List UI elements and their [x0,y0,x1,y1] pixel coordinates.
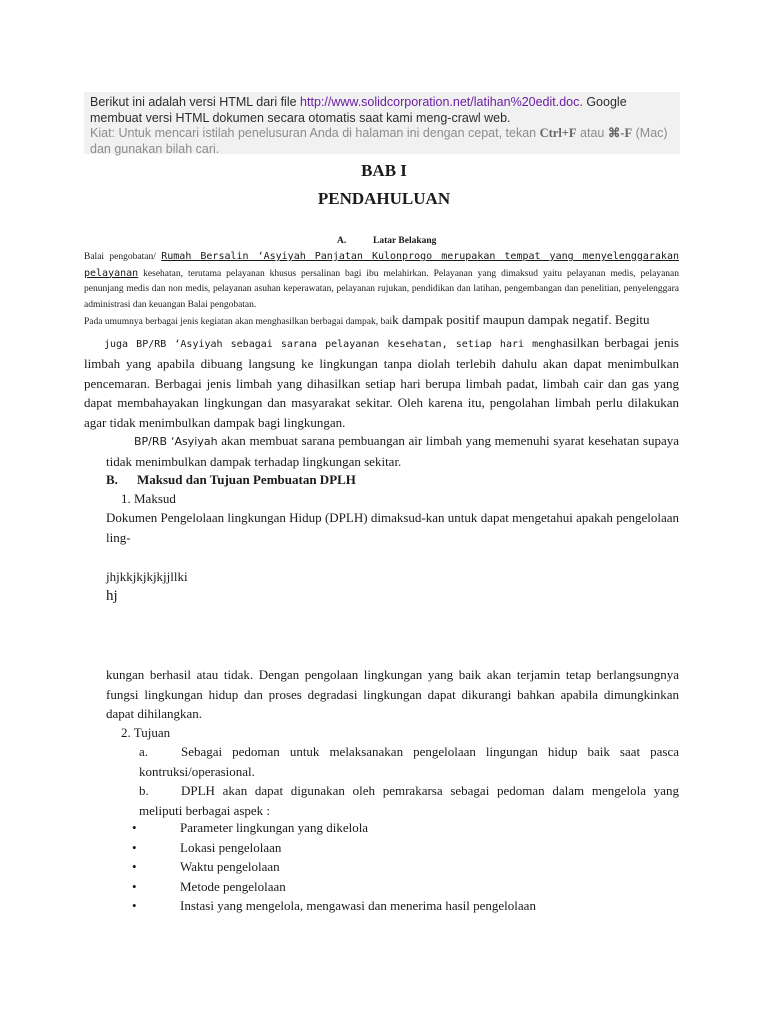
shortcut-cmd-f: ⌘-F [607,126,633,140]
tujuan-b-label: b. [139,783,149,798]
search-tip [90,126,674,157]
paragraph-3 [106,431,679,471]
tujuan-a [139,742,679,781]
list-item: • Waktu pengelolaan [128,857,536,877]
paragraph-2 [84,310,679,432]
para2-end: asilkan berbagai jenis limbah yang apabila dibuang langsung ke lingkungan tanpa diolah terlebih dahulu akan dapat menimbulkan pencemaran. Berbagai jenis limbah yang dihasilkan setiap hari berupa limbah padat, limbah cair dan gas yang dapat membahayakan lingkungan dan masyarakat sekitar. Oleh karena itu, pengolahan limbah perlu dilakukan agar tidak menimbulkan dampak bagi lingkungan. [84,334,679,430]
tujuan-b-text: DPLH akan dapat digunakan oleh pemrakarsa sebagai pedoman dalam mengelola yang meliputi berbagai aspek : [139,783,679,818]
source-link[interactable]: http://www.solidcorporation.net/latihan%20edit.doc [300,95,580,109]
paragraph-1 [84,249,679,313]
tujuan-a-label: a. [139,744,149,759]
para1-start: Balai pengobatan/ [84,252,162,262]
para2-hand: juga BP/RB ‘Asyiyah sebagai sarana pelayanan kesehatan, setiap hari mengh [104,338,563,350]
aspect-list [128,818,536,916]
chapter-number: BAB I [361,161,407,180]
notice-prefix: Berikut ini adalah versi HTML dari file [90,95,301,109]
list-item: • Instasi yang mengelola, mengawasi dan menerima hasil pengelolaan [128,896,536,916]
para1-mono: Rumah Bersalin ‘Asyiyah Panjatan Kulonprogo merupakan tempat yang menyelenggarakan pelayanan [84,251,679,279]
para3-hand: BP/RB ‘Asyiyah [134,435,218,448]
section-b-title: Maksud dan Tujuan Pembuatan DPLH [137,472,356,487]
stray-text-2: hj [106,588,118,604]
cache-notice [84,92,680,154]
tujuan-a-text: Sebagai pedoman untuk melaksanakan pengelolaan lingungan hidup baik saat pasca kontruksi/operasional. [139,744,679,779]
tujuan-b [139,781,679,820]
section-b-number: B. [106,472,118,487]
para2-small: Pada umumnya berbagai jenis kegiatan akan menghasilkan berbagai dampak, bai [84,317,393,327]
list-item: • Parameter lingkungan yang dikelola [128,818,536,838]
tip-mid: atau [576,126,608,140]
section-a-title: Latar Belakang [373,236,437,246]
chapter-title: PENDAHULUAN [317,189,451,208]
tip-prefix: Kiat: Untuk mencari istilah penelusuran Anda di halaman ini dengan cepat, tekan [90,126,540,140]
para1-end: kesehatan, terutama pelayanan khusus persalinan bagi ibu melahirkan. Pelayanan yang dimaksud yaitu pelayanan medis, pelayanan penunjang medis dan non medis, pelayanan asuhan keperawatan, pelayanan rujukan, pendidikan dan latihan, pengembangan dan penelitian, penyelenggara administrasi dan keuangan Balai pengobatan. [84,268,679,310]
para2-large: k dampak positif maupun dampak negatif. Begitu [392,312,650,327]
shortcut-ctrl-f: Ctrl+F [539,126,577,140]
list-item: • Lokasi pengelolaan [128,838,536,858]
cache-notice-text [90,95,674,126]
maksud-text: Dokumen Pengelolaan lingkungan Hidup (DPLH) dimaksud-kan untuk dapat mengetahui apakah pengelolaan ling- [106,510,679,545]
tip-suffix: (Mac) dan gunakan bilah cari. [90,126,668,156]
section-a-number: A. [337,236,347,246]
list-item: • Metode pengelolaan [128,877,536,897]
maksud-continued: kungan berhasil atau tidak. Dengan pengolaan lingkungan yang baik akan terjamin tetap berlangsungnya fungsi lingkungan hidup dan proses degradasi lingkungan dapat dikurangi bahkan apabila dimungkinkan dapat dihilangkan. [106,667,679,721]
para3-end: akan membuat sarana pembuangan air limbah yang memenuhi syarat kesehatan supaya tidak menimbulkan dampak terhadap lingkungan sekitar. [106,433,679,469]
item-tujuan: 2. Tujuan [121,725,171,740]
item-maksud: 1. Maksud [121,491,176,506]
notice-suffix: . Google membuat versi HTML dokumen secara otomatis saat kami meng-crawl web. [90,95,627,125]
stray-text-1: jhjkkjkjkjkjjllki [106,569,188,584]
